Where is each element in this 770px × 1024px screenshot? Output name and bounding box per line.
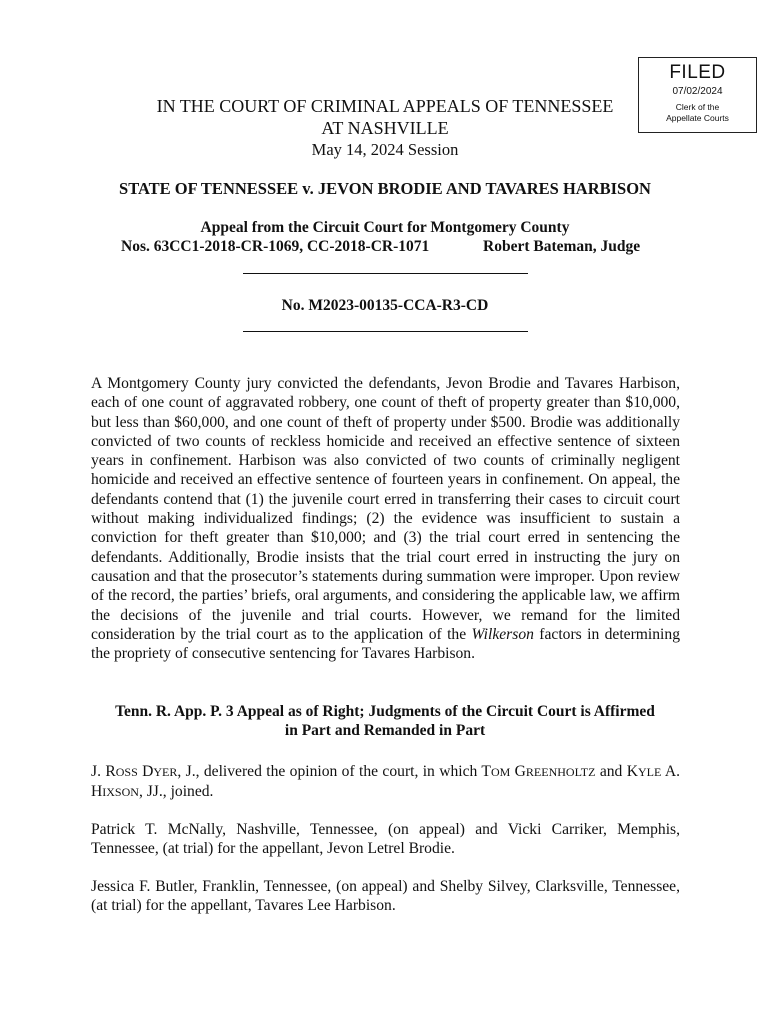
filed-status: FILED xyxy=(669,62,726,83)
court-name: IN THE COURT OF CRIMINAL APPEALS OF TENNESSEE xyxy=(156,96,614,116)
counsel-harbison: Jessica F. Butler, Franklin, Tennessee, (on appeal) and Shelby Silvey, Clarksville, Tennessee, (at trial) for the appellant, Tavares Lee Harbison. xyxy=(91,878,680,915)
divider-top xyxy=(243,273,528,274)
summary-case-name: Wilkerson xyxy=(471,625,534,643)
disposition-line-1: Tenn. R. App. P. 3 Appeal as of Right; Judgments of the Circuit Court is Affirmed xyxy=(115,703,655,720)
trial-judge: Robert Bateman, Judge xyxy=(483,238,641,255)
disposition-line-2: in Part and Remanded in Part xyxy=(284,722,486,739)
divider-bottom xyxy=(243,331,528,332)
summary-text-b: factors in determining the propriety of consecutive sentencing for Tavares Harbison. xyxy=(91,625,680,663)
court-location: AT NASHVILLE xyxy=(321,118,449,138)
case-summary xyxy=(91,374,680,663)
appeal-from: Appeal from the Circuit Court for Montgomery County xyxy=(200,219,570,236)
case-numbers: Nos. 63CC1-2018-CR-1069, CC-2018-CR-1071 xyxy=(121,238,430,255)
filed-clerk-line: Clerk of the xyxy=(675,102,720,112)
opinion-author: J. ROSS DYER, J., delivered the opinion of the court, in which TOM GREENHOLTZ and KYLE A. HIXSON, JJ., joined. xyxy=(91,763,680,801)
case-numbers-line xyxy=(121,238,651,256)
summary-text-a: A Montgomery County jury convicted the defendants, Jevon Brodie and Tavares Harbison, each of one count of aggravated robbery, one count of theft of property greater than $10,000, but less than $60,000, and one count of theft of property under $500. Brodie was additionally convicted of two counts of reckless homicide and received an effective sentence of sixteen years in confinement. Harbison was also convicted of two counts of criminally negligent homicide and received an effective sentence of fourteen years in confinement. On appeal, the defendants contend that (1) the juvenile court erred in transferring their cases to circuit court without making individualized findings; (2) the evidence was insufficient to sustain a conviction for theft greater than $10,000; and (3) the trial court erred in sentencing the defendants. Additionally, Brodie insists that the trial court erred in instructing the jury on causation and that the prosecutor’s statements during summation were improper. Upon review of the record, the parties’ briefs, oral arguments, and considering the applicable law, we affirm the decisions of the juvenile and trial courts. However, we remand for the limited consideration by the trial court as to the application of the xyxy=(91,375,680,643)
counsel-brodie: Patrick T. McNally, Nashville, Tennessee, (on appeal) and Vicki Carriker, Memphis, Tennessee, (at trial) for the appellant, Jevon Letrel Brodie. xyxy=(91,821,680,858)
filed-date: 07/02/2024 xyxy=(672,86,723,97)
case-title: STATE OF TENNESSEE v. JEVON BRODIE AND TAVARES HARBISON xyxy=(119,179,651,198)
filed-courts-line: Appellate Courts xyxy=(666,113,729,123)
session-date: May 14, 2024 Session xyxy=(311,140,459,159)
docket-number: No. M2023-00135-CCA-R3-CD xyxy=(281,297,489,314)
